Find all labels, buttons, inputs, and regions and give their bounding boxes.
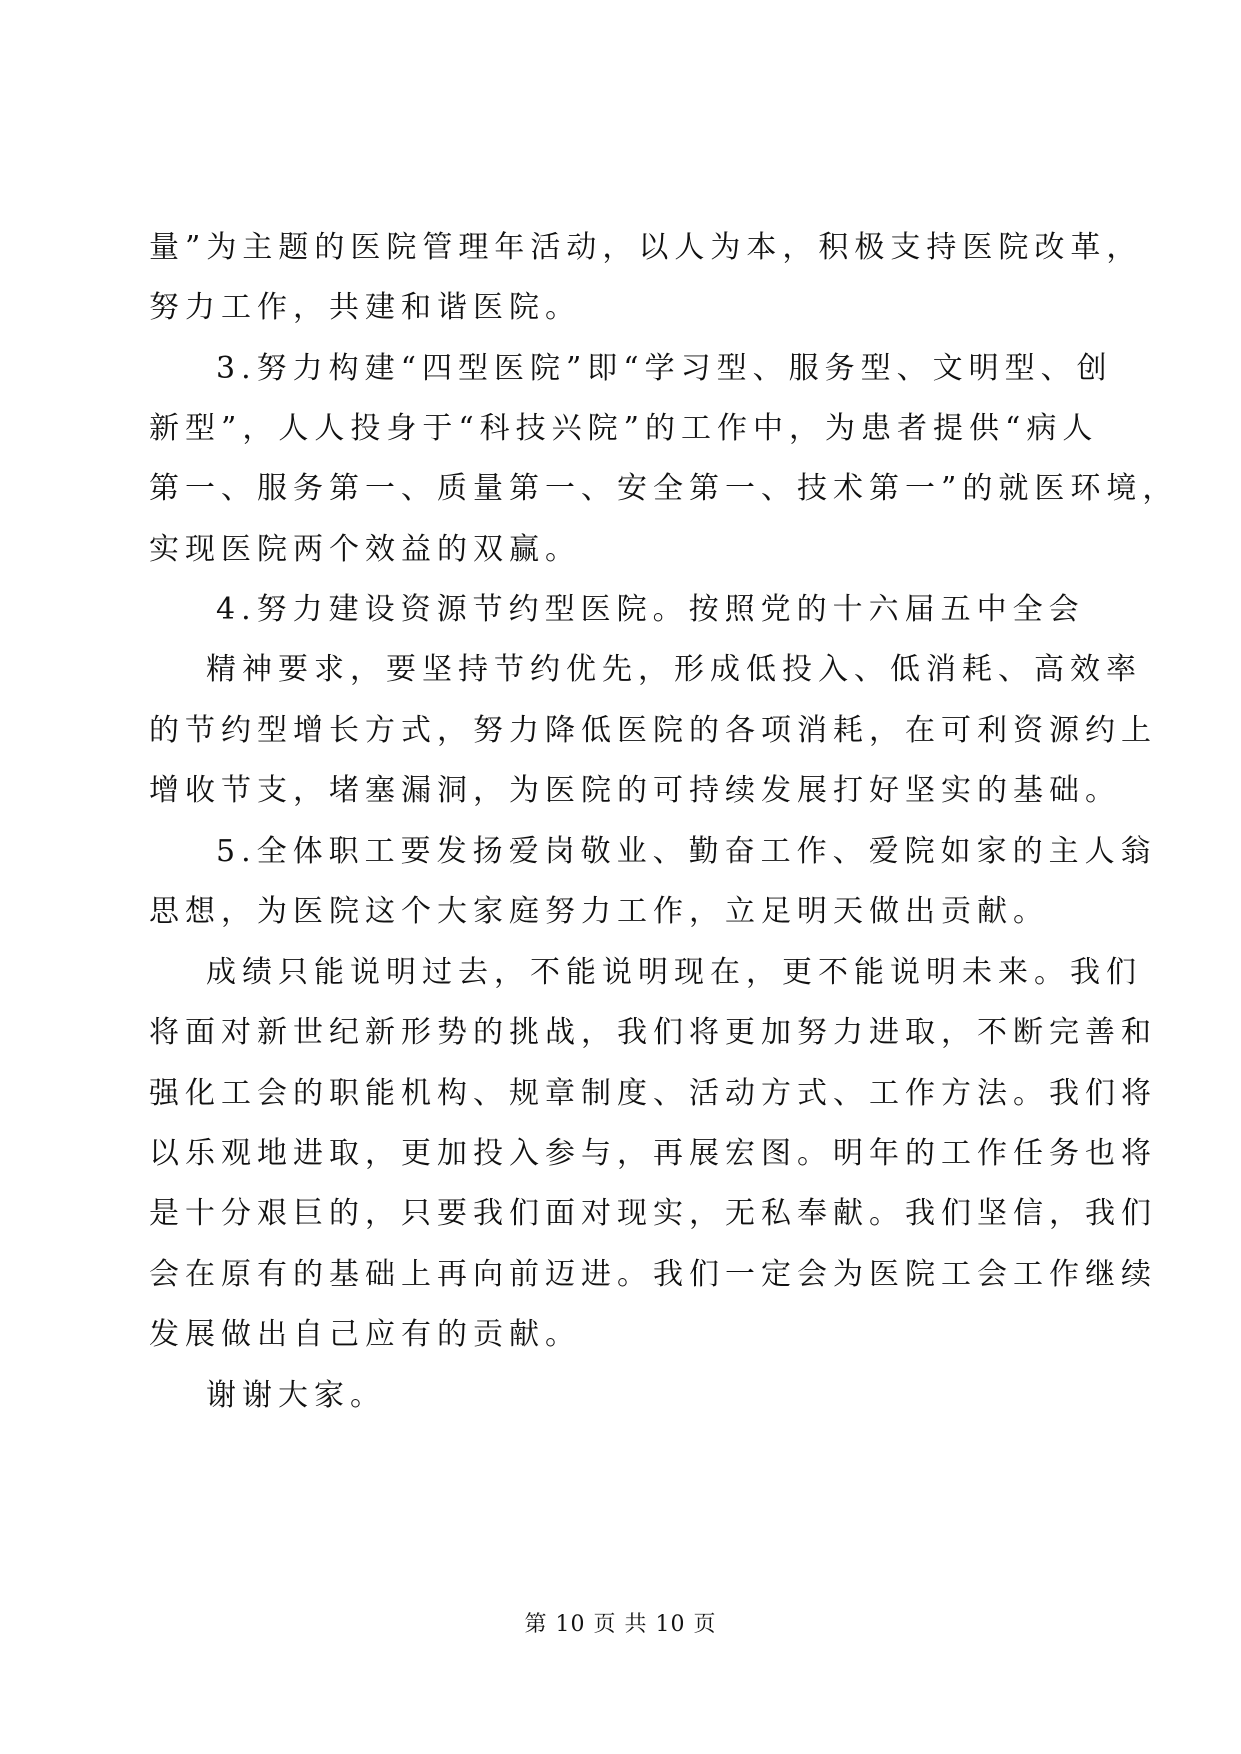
- paragraph-5-line-7: 发展做出自己应有的贡献。: [149, 1317, 581, 1352]
- paragraph-3-line-4: 增收节支，堵塞漏洞，为医院的可持续发展打好坚实的基础。: [149, 773, 1121, 808]
- paragraph-4-line-2: 思想，为医院这个大家庭努力工作，立足明天做出贡献。: [149, 894, 1049, 929]
- paragraph-5-line-6: 会在原有的基础上再向前迈进。我们一定会为医院工会工作继续: [149, 1257, 1157, 1292]
- paragraph-2-line-3: 第一、服务第一、质量第一、安全第一、技术第一”的就医环境，: [149, 471, 1179, 506]
- paragraph-2-line-1: 3.努力构建“四型医院”即“学习型、服务型、文明型、创: [216, 351, 1113, 386]
- paragraph-1-line-2: 努力工作，共建和谐医院。: [149, 290, 581, 325]
- paragraph-3-line-1: 4.努力建设资源节约型医院。按照党的十六届五中全会: [216, 592, 1085, 627]
- paragraph-3-line-2: 精神要求，要坚持节约优先，形成低投入、低消耗、高效率: [206, 652, 1142, 687]
- paragraph-5-line-4: 以乐观地进取，更加投入参与，再展宏图。明年的工作任务也将: [149, 1136, 1157, 1171]
- paragraph-6-line-1: 谢谢大家。: [206, 1378, 386, 1413]
- paragraph-2-line-2: 新型”，人人投身于“科技兴院”的工作中，为患者提供“病人: [149, 411, 1099, 446]
- paragraph-1-line-1: 量”为主题的医院管理年活动，以人为本，积极支持医院改革，: [149, 230, 1143, 265]
- paragraph-5-line-2: 将面对新世纪新形势的挑战，我们将更加努力进取，不断完善和: [149, 1015, 1157, 1050]
- paragraph-5-line-5: 是十分艰巨的，只要我们面对现实，无私奉献。我们坚信，我们: [149, 1196, 1157, 1231]
- paragraph-5-line-3: 强化工会的职能机构、规章制度、活动方式、工作方法。我们将: [149, 1076, 1157, 1111]
- page-number-footer: 第 10 页 共 10 页: [524, 1612, 717, 1637]
- paragraph-5-line-1: 成绩只能说明过去，不能说明现在，更不能说明未来。我们: [206, 955, 1142, 990]
- paragraph-2-line-4: 实现医院两个效益的双赢。: [149, 532, 581, 567]
- paragraph-4-line-1: 5.全体职工要发扬爱岗敬业、勤奋工作、爱院如家的主人翁: [216, 834, 1157, 869]
- paragraph-3-line-3: 的节约型增长方式，努力降低医院的各项消耗，在可利资源约上: [149, 713, 1157, 748]
